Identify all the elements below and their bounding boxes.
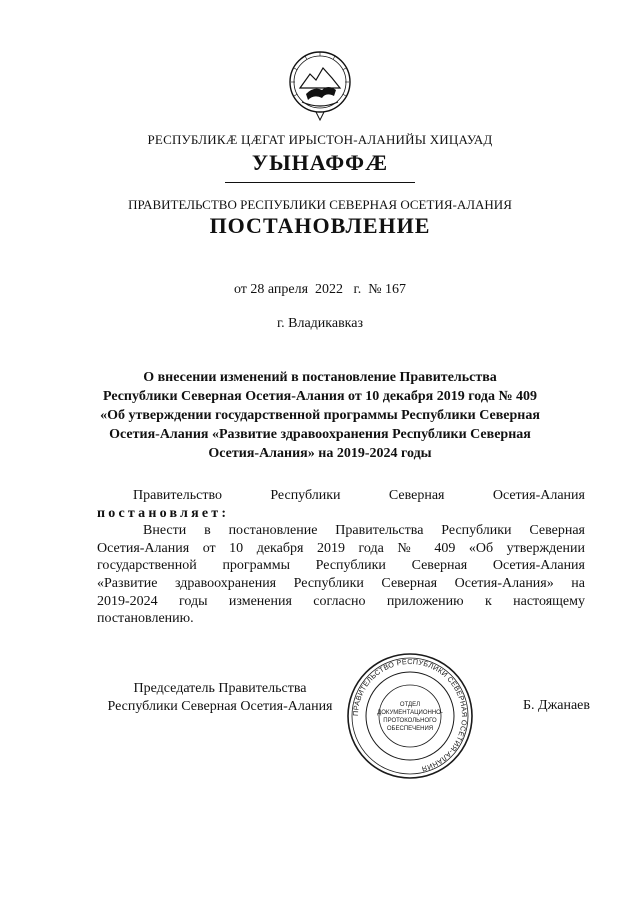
- stamp-ring-text: ПРАВИТЕЛЬСТВО РЕСПУБЛИКИ СЕВЕРНАЯ ОСЕТИЯ-АЛАНИЯ: [350, 656, 470, 774]
- document-title-ossetian: УЫНАФФӔ: [251, 150, 389, 175]
- intro-line: [97, 487, 585, 505]
- body-line: «Развитие здравоохранения Республики Северная Осетия-Алания» на: [97, 575, 585, 591]
- intro-word: Республики: [270, 488, 341, 503]
- intro-word: Северная: [388, 488, 445, 503]
- intro-word: Осетия-Алания: [492, 488, 585, 503]
- body-line: Осетия-Алания от 10 декабря 2019 года № 409 «Об утверждении: [97, 540, 585, 556]
- subject-line: Осетия-Алания» на 2019-2024 годы: [208, 446, 432, 461]
- decree-subject: [95, 368, 545, 463]
- decree-body: [97, 487, 585, 628]
- republic-name-ossetian: РЕСПУБЛИКӔ ЦӔГАТ ИРЫСТОН-АЛАНИЙЫ ХИЦАУАД: [147, 132, 493, 147]
- stamp-text: ПРОТОКОЛЬНОГО: [383, 718, 437, 724]
- intro-word: Правительство: [133, 488, 222, 503]
- government-name-russian: ПРАВИТЕЛЬСТВО РЕСПУБЛИКИ СЕВЕРНАЯ ОСЕТИЯ-АЛАНИЯ: [128, 197, 512, 212]
- body-line-last: постановлению.: [97, 611, 194, 627]
- body-line: 2019-2024 годы изменения согласно приложению к настоящему: [97, 593, 585, 609]
- official-stamp-icon: [345, 651, 475, 781]
- stamp-text: ОТДЕЛ: [399, 702, 421, 708]
- decree-verb: постановляет:: [97, 505, 230, 521]
- header-divider: [225, 182, 415, 183]
- decree-city: г. Владикавказ: [276, 316, 364, 331]
- signer-position: [95, 680, 345, 716]
- stamp-text: ОБЕСПЕЧЕНИЯ: [386, 726, 434, 732]
- signer-position-line: Председатель Правительства: [133, 681, 307, 696]
- body-line: государственной программы Республики Северная Осетия-Алания: [97, 558, 585, 574]
- document-title-russian: ПОСТАНОВЛЕНИЕ: [209, 213, 431, 238]
- subject-line: «Об утверждении государственной программы Республики Северная: [100, 408, 540, 423]
- decree-date-number: от 28 апреля 2022 г. № 167: [233, 282, 407, 297]
- subject-line: Осетия-Алания «Развитие здравоохранения Республики Северная: [109, 427, 531, 442]
- signer-name: Б. Джанаев: [522, 698, 590, 713]
- subject-line: О внесении изменений в постановление Правительства: [143, 370, 497, 385]
- coat-of-arms-icon: [288, 44, 352, 122]
- signer-position-line: Республики Северная Осетия-Алания: [107, 699, 333, 714]
- subject-line: Республики Северная Осетия-Алания от 10 декабря 2019 года № 409: [102, 389, 538, 404]
- body-line: Внести в постановление Правительства Республики Северная: [143, 523, 585, 539]
- stamp-text: ДОКУМЕНТАЦИОННО-: [377, 710, 443, 716]
